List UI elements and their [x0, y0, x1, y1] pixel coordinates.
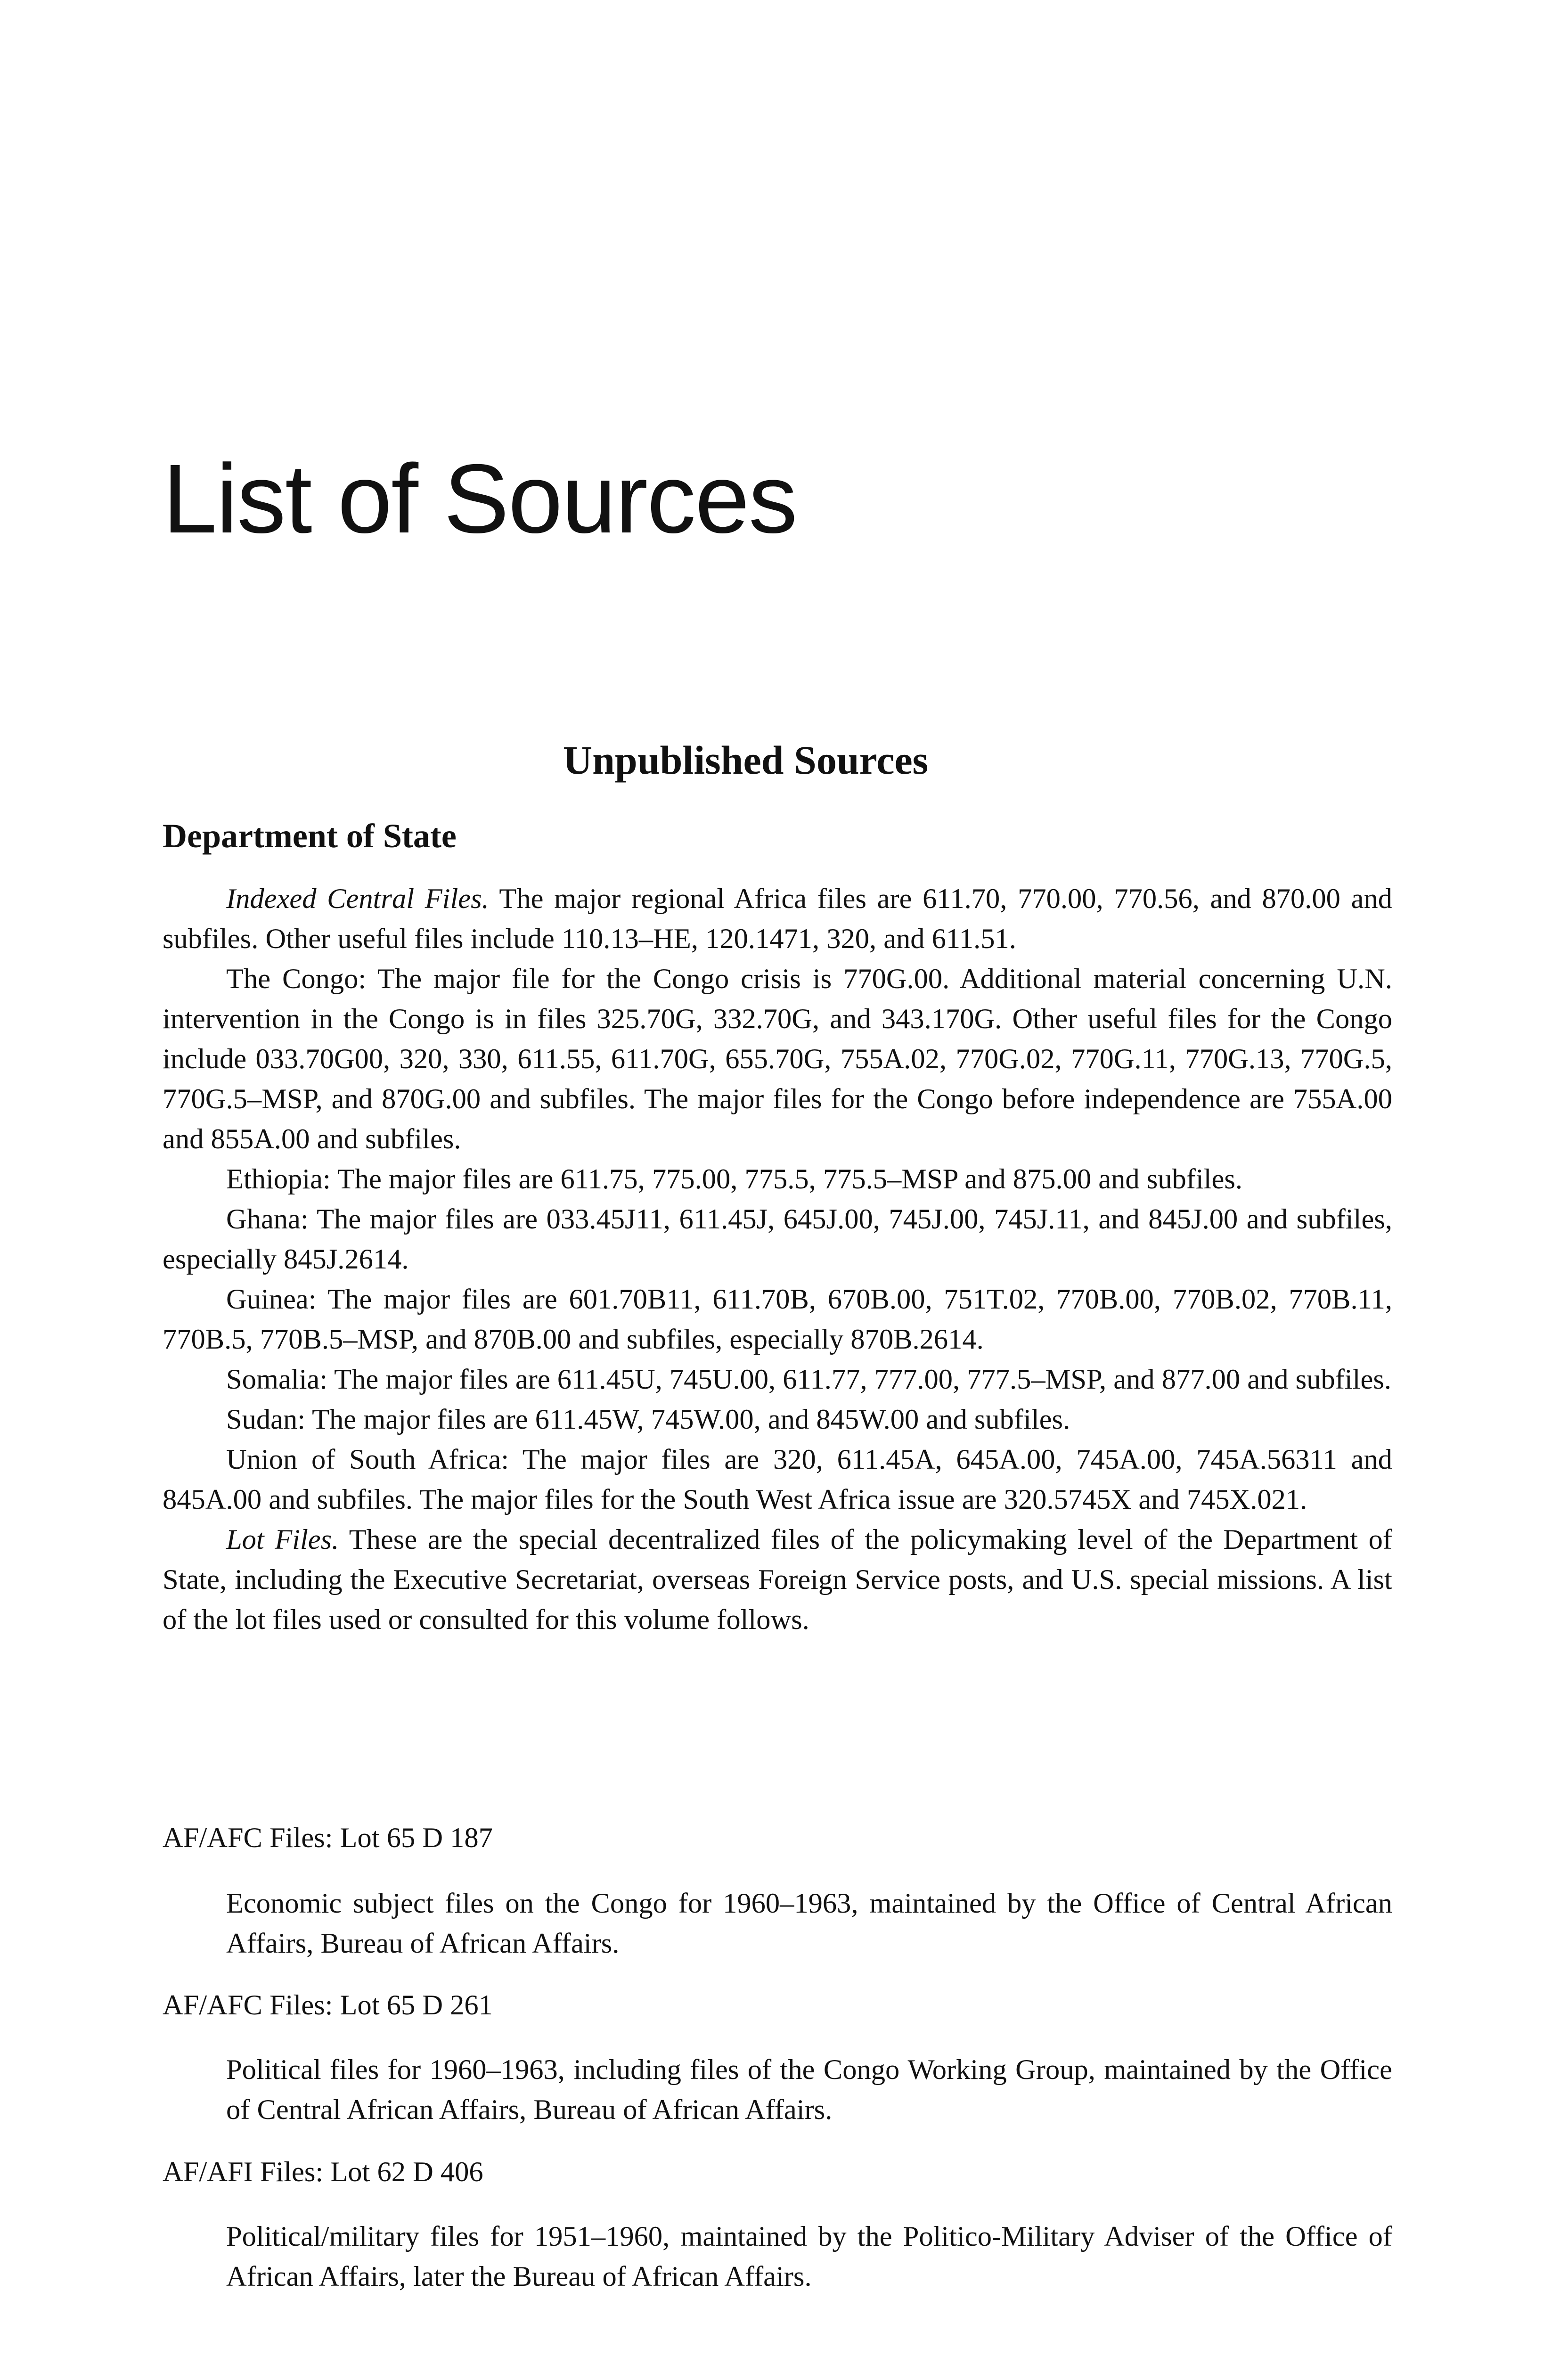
sudan-paragraph: Sudan: The major files are 611.45W, 745W.00, and 845W.00 and subfiles. — [226, 1404, 1070, 1435]
lot-entry-description: Political/military files for 1951–1960, maintained by the Politico-Military Adviser of the Office of African Affairs, later the Bureau of African Affairs. — [226, 2221, 1392, 2292]
somalia-paragraph: Somalia: The major files are 611.45U, 745U.00, 611.77, 777.00, 777.5–MSP, and 877.00 and subfiles. — [226, 1364, 1391, 1395]
lot-entry-description: Economic subject files on the Congo for 1960–1963, maintained by the Office of Central African Affairs, Bureau of African Affairs. — [226, 1888, 1392, 1959]
subsection-heading: Department of State — [163, 817, 457, 855]
lot-entry-label: AF/AFI Files: Lot 62 D 406 — [163, 2156, 483, 2188]
body-text-block — [163, 879, 1392, 1640]
page-title: List of Sources — [163, 444, 797, 554]
indexed-files-text: The major regional Africa files are 611.70, 770.00, 770.56, and 870.00 and subfiles. Other useful files include 110.13–HE, 120.1471, 320, and 611.51. — [163, 883, 1392, 955]
lot-entry-label: AF/AFC Files: Lot 65 D 187 — [163, 1822, 493, 1854]
lot-files-paragraph — [163, 1520, 1392, 1640]
indexed-files-paragraph — [163, 879, 1392, 959]
lot-entry-description: Political files for 1960–1963, including files of the Congo Working Group, maintained by the Office of Central African Affairs, Bureau of African Affairs. — [226, 2054, 1392, 2126]
lot-files-lead: Lot Files. — [226, 1524, 339, 1555]
guinea-paragraph: Guinea: The major files are 601.70B11, 611.70B, 670B.00, 751T.02, 770B.00, 770B.02, 770B.11, 770B.5, 770B.5–MSP, and 870B.00 and subfiles, especially 870B.2614. — [163, 1284, 1392, 1355]
lot-entry-label: AF/AFC Files: Lot 65 D 261 — [163, 1989, 493, 2021]
south-africa-paragraph: Union of South Africa: The major files are 320, 611.45A, 645A.00, 745A.00, 745A.56311 and 845A.00 and subfiles. The major files for the South West Africa issue are 320.5745X and 745X.021. — [163, 1444, 1392, 1515]
ghana-paragraph: Ghana: The major files are 033.45J11, 611.45J, 645J.00, 745J.00, 745J.11, and 845J.00 and subfiles, especially 845J.2614. — [163, 1203, 1392, 1275]
indexed-files-lead: Indexed Central Files. — [226, 883, 489, 915]
ethiopia-paragraph: Ethiopia: The major files are 611.75, 775.00, 775.5, 775.5–MSP and 875.00 and subfiles. — [226, 1163, 1243, 1195]
section-heading: Unpublished Sources — [563, 737, 929, 783]
congo-paragraph: The Congo: The major file for the Congo crisis is 770G.00. Additional material concerning U.N. intervention in the Congo is in files 325.70G, 332.70G, and 343.170G. Other useful files for the Congo include 033.70G00, 320, 330, 611.55, 611.70G, 655.70G, 755A.02, 770G.02, 770G.11, 770G.13, 770G.5, 770G.5–MSP, and 870G.00 and subfiles. The major files for the Congo before independence are 755A.00 and 855A.00 and subfiles. — [163, 963, 1392, 1155]
lot-files-text: These are the special decentralized files of the policymaking level of the Department of State, including the Executive Secretariat, overseas Foreign Service posts, and U.S. special missions. A list of the lot files used or consulted for this volume follows. — [163, 1524, 1392, 1636]
